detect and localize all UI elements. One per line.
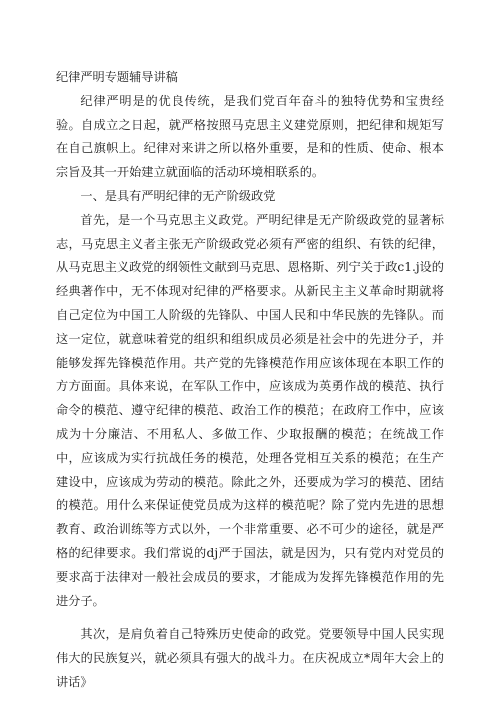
document-title: 纪律严明专题辅导讲稿 (56, 70, 178, 84)
intro-paragraph: 纪律严明是的优良传统，是我们党百年奋斗的独特优势和宝贵经验。自成立之日起，就严格按照马克思主义建党原则，把纪律和规矩写在自己旗帜上。纪律对来讲之所以格外重要，是和的性质、使命、根本宗旨及其一开始建立就面临的活动环境相联系的。 (56, 93, 444, 180)
section-heading: 一、是具有严明纪律的无产阶级政党 (80, 188, 276, 203)
body-paragraph-second: 其次，是肩负着自己特殊历史使命的政党。党要领导中国人民实现伟大的民族复兴，就必须具有强大的战斗力。在庆祝成立*周年大会上的讲话》 (56, 627, 444, 689)
document-body (56, 66, 444, 695)
body-paragraph-first: 首先，是一个马克思主义政党。严明纪律是无产阶级政党的显著标志，马克思主义者主张无产阶级政党必须有严密的组织、有铁的纪律，从马克思主义政党的纲领性文献到马克思、恩格斯、列宁关于政c1.j设的经典著作中，无不体现对纪律的严格要求。从新民主主义革命时期就将自己定位为中国工人阶级的先锋队、中国人民和中华民族的先锋队。而这一定位，就意味着党的组织和组织成员必须是社会中的先进分子，并能够发挥先锋模范作用。共产党的先锋模范作用应该体现在本职工作的方方面面。具体来说，在军队工作中，应该成为英勇作战的模范、执行命令的模范、遵守纪律的模范、政治工作的模范；在政府工作中，应该成为十分廉洁、不用私人、多做工作、少取报酬的模范；在统战工作中，应该成为实行抗战任务的模范，处理各党相互关系的模范；在生产建设中，应该成为劳动的模范。除此之外，还要成为学习的模范、团结的模范。用什么来保证使党员成为这样的模范呢？除了党内先进的思想教育、政治训练等方式以外，一个非常重要、必不可少的途径，就是严格的纪律要求。我们常说的dj严于国法，就是因为，只有党内对党员的要求高于法律对一般社会成员的要求，才能成为发挥先锋模范作用的先进分子。 (56, 212, 444, 608)
